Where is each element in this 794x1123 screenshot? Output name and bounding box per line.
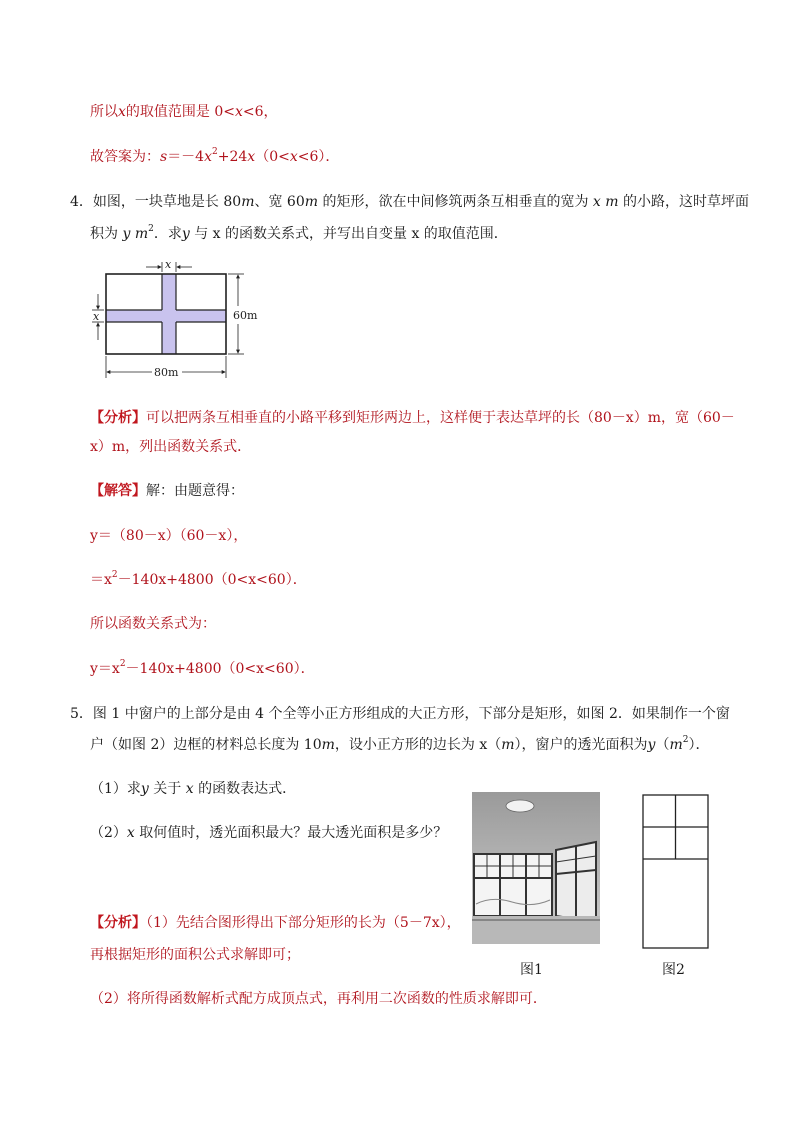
ceiling-light: [506, 800, 534, 812]
question4-equation3: $y=x^2-140x+4800(0<x<60)$．: [90, 659, 315, 677]
question5-part1: （1）求y 关于 x 的函数表达式．: [90, 781, 297, 797]
left-width-label: x: [93, 310, 100, 323]
question4-equation2: $=x^2-140x+4800(0<x<60)$．: [90, 570, 307, 588]
figure1-caption: 图1: [520, 962, 543, 978]
top-width-label: x: [165, 258, 172, 271]
question4-line2: 积为 y $m^2$．求y 与 x 的函数关系式，并写出自变量 x 的取值范围．: [90, 224, 508, 242]
window-photo-figure: [472, 792, 600, 944]
question5-analysis-line1: 【分析】（1）先结合图形得出下部分矩形的长为（5－7x），: [90, 915, 461, 931]
question5-analysis-line3: （2）将所得函数解析式配方成顶点式，再利用二次函数的性质求解即可．: [90, 991, 547, 1007]
answer3-range-line: 所以x的取值范围是 0<x<6，: [90, 104, 278, 120]
question4-solution-heading: 【解答】解：由题意得：: [90, 483, 244, 499]
question5-line2: 户（如图 2）边框的材料总长度为 10m，设小正方形的边长为 x（m），窗户的透光面积为$y(m^2)$．: [90, 735, 710, 753]
question4-analysis-line2: x）m，列出函数关系式．: [90, 439, 252, 455]
question5-line1: 5．图 1 中窗户的上部分是由 4 个全等小正方形组成的大正方形，下部分是矩形，如图 2．如果制作一个窗: [70, 706, 730, 722]
answer3-final-line: 故答案为：$s=-4x^2+24x(0<x<6)$．: [90, 147, 340, 165]
question4-equation1: y＝（80－x）（60－x），: [90, 528, 248, 544]
question4-analysis-line1: 【分析】可以把两条互相垂直的小路平移到矩形两边上，这样便于表达草坪的长（80－x）m，宽（60－: [90, 410, 735, 426]
length-label: 80m: [154, 366, 179, 379]
figure2-caption: 图2: [662, 962, 685, 978]
lawn-path-figure: [90, 258, 280, 382]
question4-line1: 4．如图，一块草地是长 80m、宽 60m 的矩形，欲在中间修筑两条互相垂直的宽为 x m 的小路，这时草坪面: [70, 194, 749, 210]
window-diagram-figure: [642, 794, 710, 950]
question5-analysis-line2: 再根据矩形的面积公式求解即可；: [90, 947, 300, 963]
height-label: 60m: [233, 309, 258, 322]
question4-conclusion: 所以函数关系式为：: [90, 616, 216, 632]
question5-part2: （2）x 取何值时，透光面积最大？最大透光面积是多少？: [90, 825, 448, 841]
horizontal-path: [106, 310, 226, 322]
